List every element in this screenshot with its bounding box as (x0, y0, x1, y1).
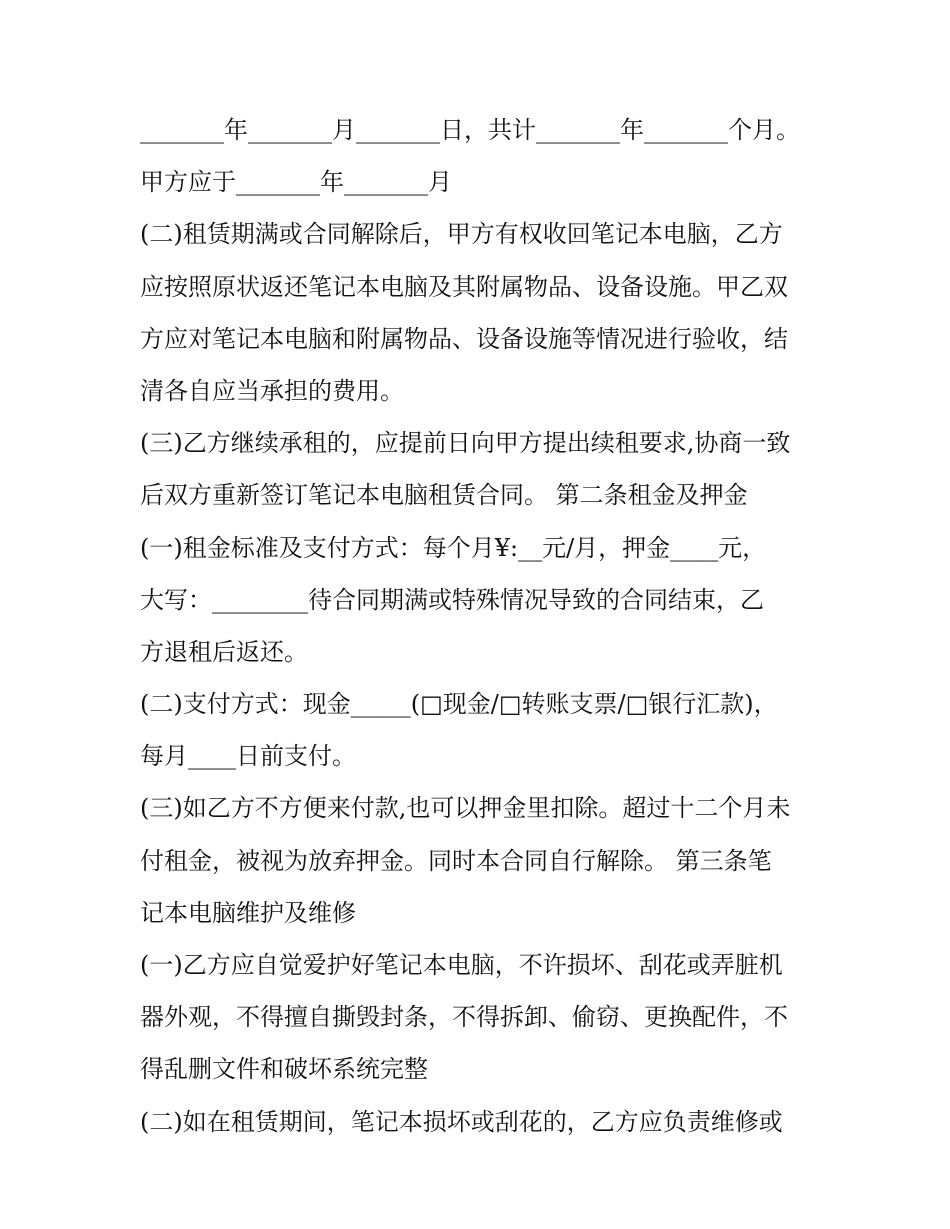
text-line: (二)如在租赁期间，笔记本损坏或刮花的，乙方应负责维修或 (140, 1107, 783, 1136)
text-line: 得乱删文件和破坏系统完整 (140, 1055, 428, 1084)
text-line: (二)支付方式：现金_____(□现金/□转账支票/□银行汇款)， (140, 690, 778, 719)
text-line: 清各自应当承担的费用。 (140, 376, 404, 405)
text-line: (二)租赁期满或合同解除后，甲方有权收回笔记本电脑，乙方 (140, 220, 783, 249)
text-line: 记本电脑维护及维修 (140, 898, 356, 927)
text-line: (三)乙方继续承租的，应提前日向甲方提出续租要求,协商一致 (140, 429, 791, 458)
text-line: (一)乙方应自觉爱护好笔记本电脑，不许损坏、刮花或弄脏机 (140, 951, 783, 979)
text-line: (一)租金标准及支付方式：每个月¥:__元/月，押金____元， (140, 533, 767, 562)
text-line: 每月____日前支付。 (140, 742, 356, 771)
text-line: 方应对笔记本电脑和附属物品、设备设施等情况进行验收，结 (140, 324, 788, 353)
text-line: 甲方应于_______年_______月 (140, 168, 452, 197)
text-line: 后双方重新签订笔记本电脑租赁合同。 第二条租金及押金 (140, 481, 748, 510)
text-line: 应按照原状返还笔记本电脑及其附属物品、设备设施。甲乙双 (140, 272, 788, 301)
document-body (140, 104, 820, 1148)
text-line: _______年_______月_______日，共计_______年_______个月。 (140, 116, 800, 144)
text-line: 方退租后返还。 (140, 637, 308, 666)
text-line: 器外观，不得擅自撕毁封条，不得拆卸、偷窃、更换配件，不 (140, 1003, 788, 1032)
text-line: 付租金，被视为放弃押金。同时本合同自行解除。 第三条笔 (140, 846, 772, 875)
text-line: (三)如乙方不方便来付款,也可以押金里扣除。超过十二个月未 (140, 794, 791, 823)
text-line: 大写：________待合同期满或特殊情况导致的合同结束，乙 (140, 585, 764, 614)
